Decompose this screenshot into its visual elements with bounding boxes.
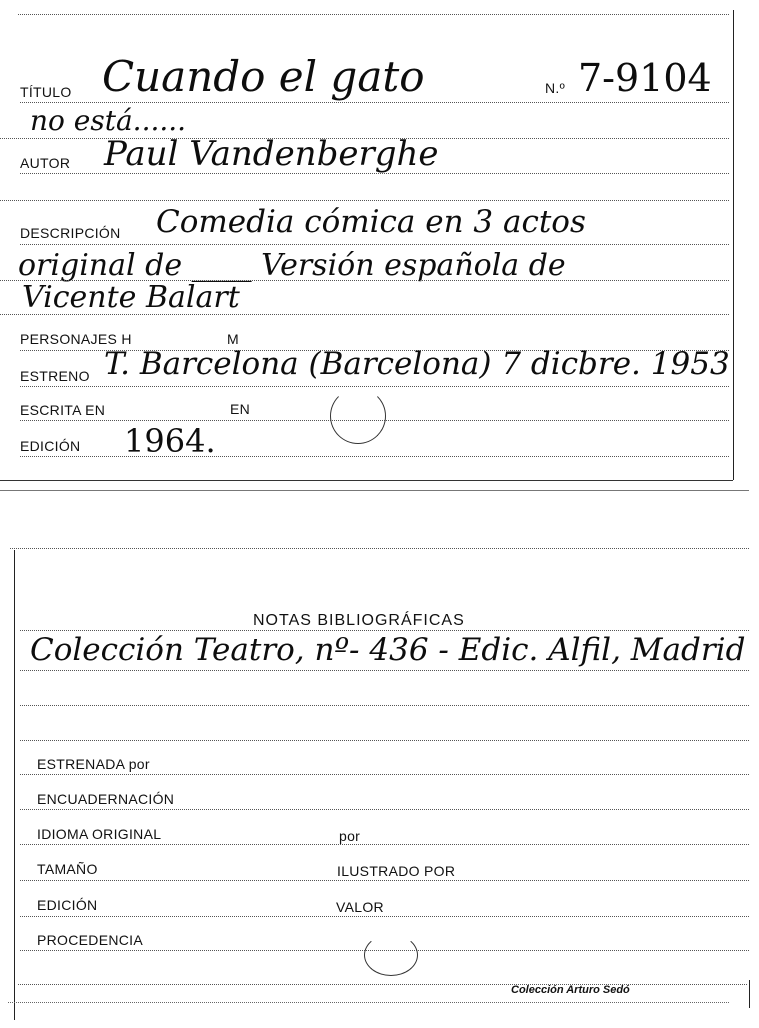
punch-hole [330, 388, 386, 444]
titulo-value: Cuando el gato [102, 52, 425, 101]
personajes-label: PERSONAJES H [20, 331, 132, 347]
card-right-edge [733, 10, 734, 480]
autor-value: Paul Vandenberghe [104, 134, 439, 174]
titulo-value-cont: no está...... [30, 104, 187, 137]
titulo-line [20, 102, 729, 103]
escrita-en-label: EN [230, 401, 251, 417]
descripcion-label: DESCRIPCIÓN [20, 225, 121, 241]
estrenada-line [20, 774, 749, 775]
valor-label: VALOR [336, 899, 384, 915]
numero-label: N.º [545, 80, 566, 96]
edicion-value: 1964. [124, 422, 216, 460]
estreno-value: T. Barcelona (Barcelona) 7 dicbre. 1953 [104, 346, 730, 382]
idioma-por-label: por [339, 828, 361, 844]
notas-heading-line [20, 630, 749, 631]
card2-right-edge [749, 980, 750, 1008]
descripcion-line-1 [20, 244, 729, 245]
titulo-label: TÍTULO [20, 84, 72, 100]
estreno-line [20, 386, 729, 387]
card-bottom-edge-shadow [0, 490, 749, 491]
notas-heading: NOTAS BIBLIOGRÁFICAS [253, 612, 465, 629]
estrenada-label: ESTRENADA por [37, 756, 150, 772]
blank-line-1 [0, 200, 729, 201]
descripcion-line3: Vicente Balart [22, 280, 240, 315]
personajes-m-label: M [227, 331, 239, 347]
notas-line-1 [20, 670, 749, 671]
card2-top-edge [10, 548, 749, 549]
edicion2-label: EDICIÓN [37, 897, 98, 913]
encuadernacion-line [20, 809, 749, 810]
encuadernacion-label: ENCUADERNACIÓN [37, 791, 175, 807]
idioma-label: IDIOMA ORIGINAL [37, 826, 162, 842]
card2-bottom-line [18, 984, 747, 985]
numero-value: 7-9104 [578, 56, 712, 100]
ilustrado-label: ILUSTRADO POR [337, 863, 456, 879]
notas-line-3 [20, 740, 749, 741]
catalog-card-back [0, 540, 759, 1028]
procedencia-label: PROCEDENCIA [37, 932, 143, 948]
card-bottom-edge [0, 480, 733, 481]
idioma-line [20, 844, 749, 845]
descripcion-line-3 [0, 314, 729, 315]
catalog-card-front [0, 0, 759, 500]
card2-bottom-edge [8, 1002, 729, 1003]
edicion-label: EDICIÓN [20, 438, 81, 454]
tamano-label: TAMAÑO [37, 861, 98, 877]
edicion-line [20, 456, 729, 457]
printer-mark: Colección Arturo Sedó [511, 984, 630, 996]
notas-value: Colección Teatro, nº- 436 - Edic. Alfil, Madrid [30, 632, 746, 668]
card-top-edge [18, 14, 729, 15]
punch-hole-2 [364, 934, 418, 976]
escrita-label: ESCRITA EN [20, 402, 106, 418]
autor-label: AUTOR [20, 155, 71, 171]
card2-left-edge [14, 550, 15, 1020]
notas-line-2 [20, 705, 749, 706]
edicion2-line [20, 916, 749, 917]
descripcion-line1: Comedia cómica en 3 actos [156, 204, 586, 240]
descripcion-line2: original de ____ Versión española de [18, 248, 566, 283]
tamano-line [20, 880, 749, 881]
autor-line [20, 173, 729, 174]
estreno-label: ESTRENO [20, 368, 90, 384]
